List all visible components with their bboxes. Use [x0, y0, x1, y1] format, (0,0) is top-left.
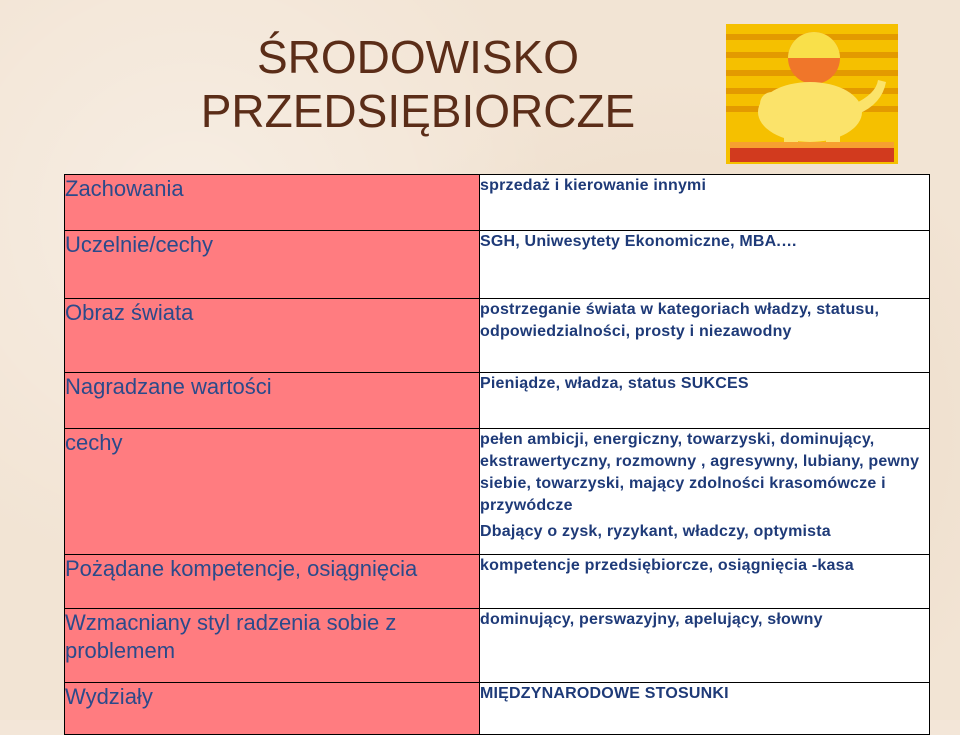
row-value: postrzeganie świata w kategoriach władzy, statusu, odpowiedzialności, prosty i niezawodny	[480, 299, 930, 373]
row-value	[480, 429, 930, 555]
title-line-2: PRZEDSIĘBIORCZE	[200, 85, 636, 137]
table-row	[65, 683, 930, 735]
row-label: Pożądane kompetencje, osiągnięcia	[65, 555, 480, 609]
table-row	[65, 175, 930, 231]
row-value-traits: pełen ambicji, energiczny, towarzyski, dominujący, ekstrawertyczny, rozmowny , agresywny, lubiany, pewny siebie, towarzyski, mający zdolności krasomówcze i przywódcze	[480, 431, 920, 514]
piggy-bank-clipart-icon	[726, 24, 898, 164]
row-value: MIĘDZYNARODOWE STOSUNKI	[480, 683, 930, 735]
row-label: Nagradzane wartości	[65, 373, 480, 429]
row-label: Wydziały	[65, 683, 480, 735]
table-row	[65, 609, 930, 683]
row-value: Pieniądze, władza, status SUKCES	[480, 373, 930, 429]
table-row	[65, 555, 930, 609]
row-label: Uczelnie/cechy	[65, 231, 480, 299]
title-line-1: ŚRODOWISKO	[256, 31, 580, 83]
table-row	[65, 373, 930, 429]
row-value: sprzedaż i kierowanie innymi	[480, 175, 930, 231]
row-value: kompetencje przedsiębiorcze, osiągnięcia -kasa	[480, 555, 930, 609]
row-value-traits-extra: Dbający o zysk, ryzykant, władczy, optymista	[480, 523, 831, 540]
row-value: SGH, Uniwesytety Ekonomiczne, MBA.…	[480, 231, 930, 299]
table-row	[65, 231, 930, 299]
table-row	[65, 299, 930, 373]
row-label: Wzmacniany styl radzenia sobie z problemem	[65, 609, 480, 683]
row-label: cechy	[65, 429, 480, 555]
slide-title	[168, 30, 668, 138]
table-row	[65, 429, 930, 555]
row-value: dominujący, perswazyjny, apelujący, słowny	[480, 609, 930, 683]
row-label: Zachowania	[65, 175, 480, 231]
row-label: Obraz świata	[65, 299, 480, 373]
comparison-table	[64, 174, 930, 735]
